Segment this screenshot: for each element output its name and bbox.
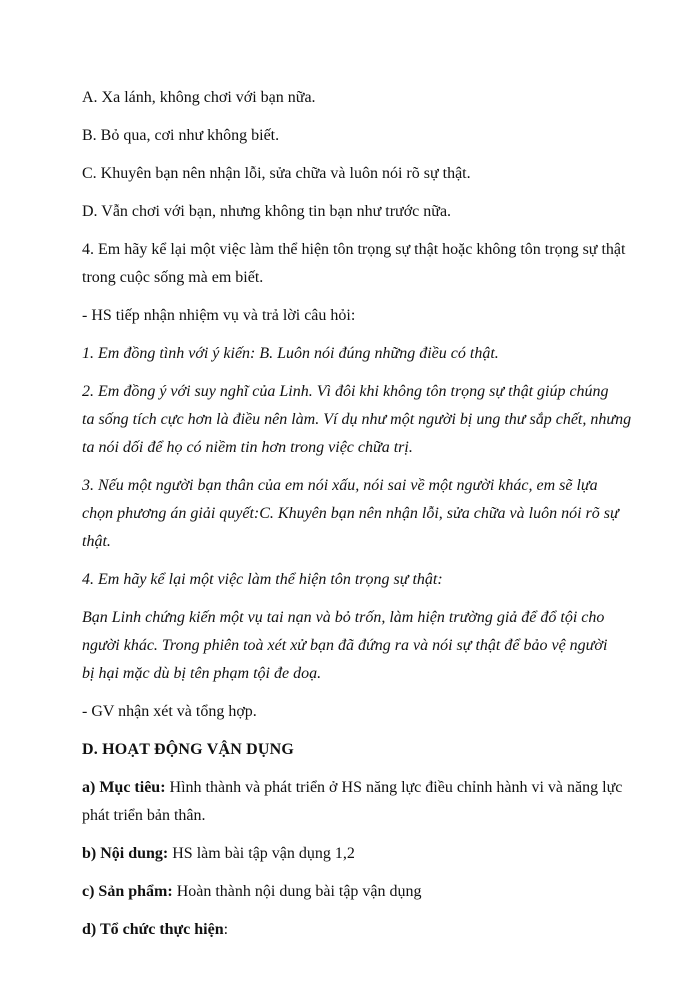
receive-task-text: - HS tiếp nhận nhiệm vụ và trả lời câu hỏi:	[82, 307, 356, 324]
answer-3-line-3: thật.	[82, 533, 111, 550]
answer-3-line-2: chọn phương án giải quyết:C. Khuyên bạn nên nhận lỗi, sửa chữa và luôn nói rõ sự	[82, 505, 619, 522]
content	[82, 840, 642, 868]
answer-2	[82, 378, 642, 462]
product-label: c) Sản phẩm:	[82, 883, 173, 900]
document-page	[82, 84, 642, 954]
answer-2-line-2: ta sống tích cực hơn là điều nên làm. Ví dụ như một người bị ung thư sắp chết, nhưng	[82, 411, 632, 428]
organize	[82, 916, 642, 944]
answer-4-text: 4. Em hãy kể lại một việc làm thể hiện tôn trọng sự thật:	[82, 571, 443, 588]
answer-3-line-1: 3. Nếu một người bạn thân của em nói xấu, nói sai về một người khác, em sẽ lựa	[82, 477, 598, 494]
product-line	[82, 878, 642, 906]
question-4-line-1: 4. Em hãy kể lại một việc làm thể hiện tôn trọng sự thật hoặc không tôn trọng sự thật	[82, 241, 626, 258]
goal	[82, 774, 642, 830]
organize-line	[82, 916, 642, 944]
option-b-text: B. Bỏ qua, cơi như không biết.	[82, 127, 280, 144]
option-d-text: D. Vẫn chơi với bạn, nhưng không tin bạn như trước nữa.	[82, 203, 452, 220]
answer-1-text: 1. Em đồng tình với ý kiến: B. Luôn nói đúng những điều có thật.	[82, 345, 499, 362]
option-c	[82, 160, 642, 188]
receive-task	[82, 302, 642, 330]
story-line-3: bị hại mặc dù bị tên phạm tội đe doạ.	[82, 665, 322, 682]
goal-line-2: phát triển bản thân.	[82, 807, 206, 824]
section-heading-text: D. HOẠT ĐỘNG VẬN DỤNG	[82, 741, 295, 758]
teacher-review-text: - GV nhận xét và tổng hợp.	[82, 703, 257, 720]
question-4	[82, 236, 642, 292]
organize-colon: :	[223, 921, 229, 938]
goal-label: a) Mục tiêu:	[82, 779, 166, 796]
content-text: HS làm bài tập vận dụng 1,2	[168, 845, 355, 862]
organize-label: d) Tổ chức thực hiện	[82, 921, 224, 938]
option-b	[82, 122, 642, 150]
option-a	[82, 84, 642, 112]
story	[82, 604, 642, 688]
answer-4	[82, 566, 642, 594]
option-c-text: C. Khuyên bạn nên nhận lỗi, sửa chữa và luôn nói rõ sự thật.	[82, 165, 471, 182]
content-label: b) Nội dung:	[82, 845, 169, 862]
story-line-2: người khác. Trong phiên toà xét xử bạn đã đứng ra và nói sự thật để bảo vệ người	[82, 637, 608, 654]
goal-text-1: Hình thành và phát triển ở HS năng lực điều chỉnh hành vi và năng lực	[165, 779, 623, 796]
teacher-review	[82, 698, 642, 726]
answer-3	[82, 472, 642, 556]
answer-2-line-3: ta nói dối để họ có niềm tin hơn trong việc chữa trị.	[82, 439, 413, 456]
goal-line-1	[82, 774, 642, 802]
answer-1	[82, 340, 642, 368]
question-4-line-2: trong cuộc sống mà em biết.	[82, 269, 264, 286]
section-heading	[82, 736, 642, 764]
answer-2-line-1: 2. Em đồng ý với suy nghĩ của Linh. Vì đôi khi không tôn trọng sự thật giúp chúng	[82, 383, 609, 400]
product-text: Hoàn thành nội dung bài tập vận dụng	[172, 883, 422, 900]
option-a-text: A. Xa lánh, không chơi với bạn nữa.	[82, 89, 316, 106]
content-line	[82, 840, 642, 868]
option-d	[82, 198, 642, 226]
story-line-1: Bạn Linh chứng kiến một vụ tai nạn và bỏ trốn, làm hiện trường giả để đổ tội cho	[82, 609, 605, 626]
product	[82, 878, 642, 906]
